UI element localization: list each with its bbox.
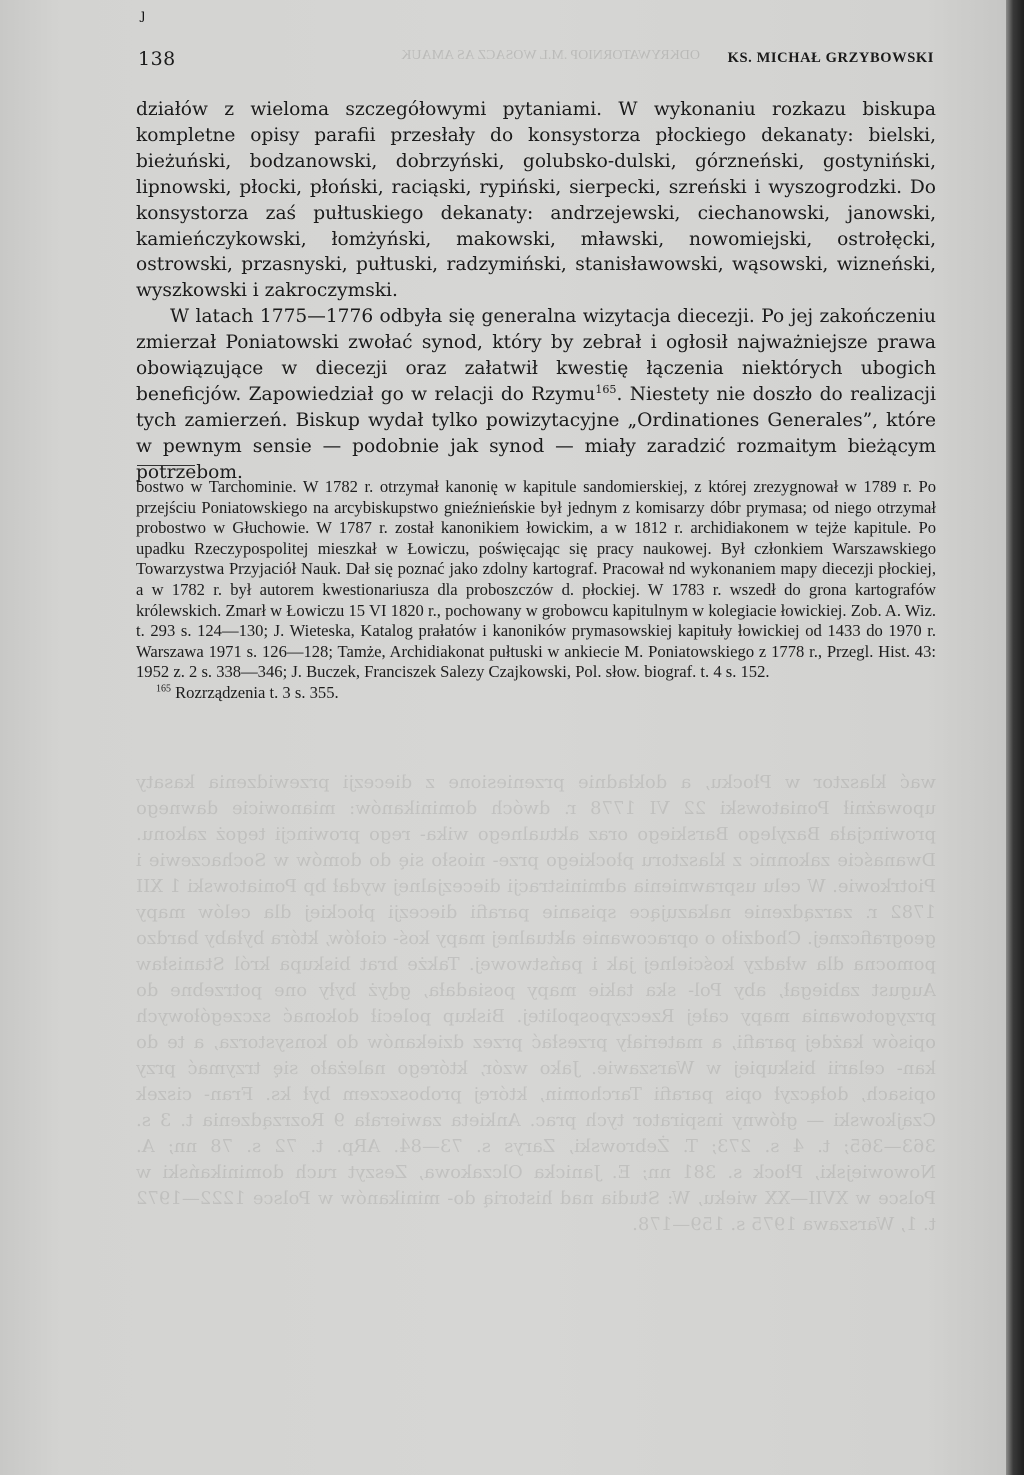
footnote-ref-165: 165 — [595, 382, 617, 396]
paragraph-2-text-a: W latach 1775—1776 odbyła się generalna wizytacja diecezji. Po jej zakończeniu zmierzał Poniatowski zwołać synod, który by zebrał i ogłosił najważniejsze prawa obowiązujące w diecezji oraz załatwił kwestię łączenia niektórych ubogich beneficjów. Zapowiedział go w relacji do Rzymu — [136, 306, 936, 405]
paragraph-2-text-b: . Niestety nie doszło do realizacji tych zamierzeń. Biskup wydał tylko powizytacyjne „Ordinationes Generales”, które w pewnym sensie — podobnie jak synod — miały zaradzić rozmaitym bieżącym potrzebom. — [136, 383, 936, 483]
footnote-continued: bostwo w Tarchominie. W 1782 r. otrzymał kanonię w kapitule sandomierskiej, z której zrezygnował w 1789 r. Po przejściu Poniatowskiego na arcybiskupstwo gnieźnieńskie był jednym z komisarzy dóbr prymasa; od niego otrzymał probostwo w Głuchowie. W 1787 r. został kanonikiem łowickim, a w 1812 r. archidiakonem w tejże kapitule. Po upadku Rzeczypospolitej mieszkał w Łowiczu, poświęcając się pracy naukowej. Był członkiem Warszawskiego Towarzystwa Przyjaciół Nauk. Dał się poznać jako zdolny kartograf. Pracował nd wykonaniem mapy diecezji płockiej, a w 1782 r. był autorem kwestionariusza dla proboszczów d. płockiej. W 1783 r. wszedł do grona kartografów królewskich. Zmarł w Łowiczu 15 VI 1820 r., pochowany w grobowcu kapitulnym w kolegiacie łowickiej. Zob. A. Wiz. t. 293 s. 124—130; J. Wieteska, Katalog prałatów i kanoników prymasowskiej kapituły łowickiej od 1433 do 1970 r. Warszawa 1971 s. 126—128; Tamże, Archidiakonat pułtuski w ankiecie M. Poniatowskiego z 1778 r., Przegl. Hist. 43: 1952 z. 2 s. 338—346; J. Buczek, Franciszek Salezy Czajkowski, Pol. słow. biograf. t. 4 s. 152. — [136, 477, 936, 682]
running-head: KS. MICHAŁ GRZYBOWSKI — [727, 50, 934, 66]
bleed-through-header: ODKRYWATORNIOP .M.L WOSACZ AS AMAUK — [401, 48, 700, 63]
paragraph-2 — [136, 304, 936, 485]
page-number: 138 — [138, 48, 176, 70]
scan-edge — [1006, 0, 1024, 1475]
page-header — [138, 48, 934, 72]
footnote-number: 165 — [156, 683, 171, 695]
footnote-text: Rozrządzenia t. 3 s. 355. — [170, 682, 339, 702]
scan-mark: ȷ — [141, 7, 146, 23]
bleed-through-text: wać klasztor w Płocku, a dokładnie przeniesione z diecezji przewidzenia kasaty upoważnił Poniatowski 22 VI 1778 r. dwóch dominikanów: mianowicie dawnego prowincjała Bazylego Barskiego oraz aktualnego wika- rego prowincji tegoż zakonu. Dwanaście zakonnic z klasztoru płockiego prze- niosło się do domów w Sochaczewie i Piotrkowie. W celu usprawnienia administracji diecezjalnej wydał bp Poniatowski 1 XII 1782 r. zarządzenie nakazujące spisanie parafii diecezji płockiej dla celów mapy geograficznej. Chodziło o opracowanie aktualnej mapy koś- ciołów, która byłaby bardzo pomocna dla władzy kościelnej jak i państwowej. Także brat biskupa król Stanisław August zabiegał, aby Pol- ska takie mapy posiadała, gdyż były one potrzebne do przygotowania mapy całej Rzeczypospolitej. Biskup polecił dokonać szczegółowych opisów każdej parafii, a materiały przesłać przez dziekanów do konsystorza, a te do kan- celarii biskupiej w Warszawie. Jako wzór, którego należało się trzymać przy opisach, dołączył opis parafii Tarchomin, której proboszczem był ks. Fran- ciszek Czajkowski — główny inspirator tych prac. Ankieta zawierała 9 Rozrządzenia t. 3 s. 363—365; t. 4 s. 273; T. Żebrowski, Zarys s. 73—84. ARp. t. 72 s. 78 nn; A. Nowowiejski, Płock s. 381 nn; E. Janicka Olczakowa, Zeszyt ruch dominikański w Polsce w XVII—XX wieku, W: Studia nad historią do- minikanów w Polsce 1222—1972 t. 1, Warszawa 1975 s. 159—178. — [136, 772, 936, 1235]
footnote-165 — [136, 683, 936, 704]
paragraph-1: działów z wieloma szczegółowymi pytaniami. W wykonaniu rozkazu biskupa kompletne opisy parafii przesłały do konsystorza płockiego dekanaty: bielski, bieżuński, bodzanowski, dobrzyński, golubsko-dulski, górzneński, gostyniński, lipnowski, płocki, płoński, raciąski, rypiński, sierpecki, szreński i wyszogrodzki. Do konsystorza zaś pułtuskiego dekanaty: andrzejewski, ciechanowski, janowski, kamieńczykowski, łomżyński, makowski, mławski, nowomiejski, ostrołęcki, ostrowski, przasnyski, pułtuski, radzymiński, stanisławowski, wąsowski, wizneński, wyszkowski i zakroczymski. — [136, 99, 936, 302]
footnote-separator — [137, 465, 195, 466]
footnotes — [136, 477, 936, 704]
main-text — [136, 97, 936, 486]
